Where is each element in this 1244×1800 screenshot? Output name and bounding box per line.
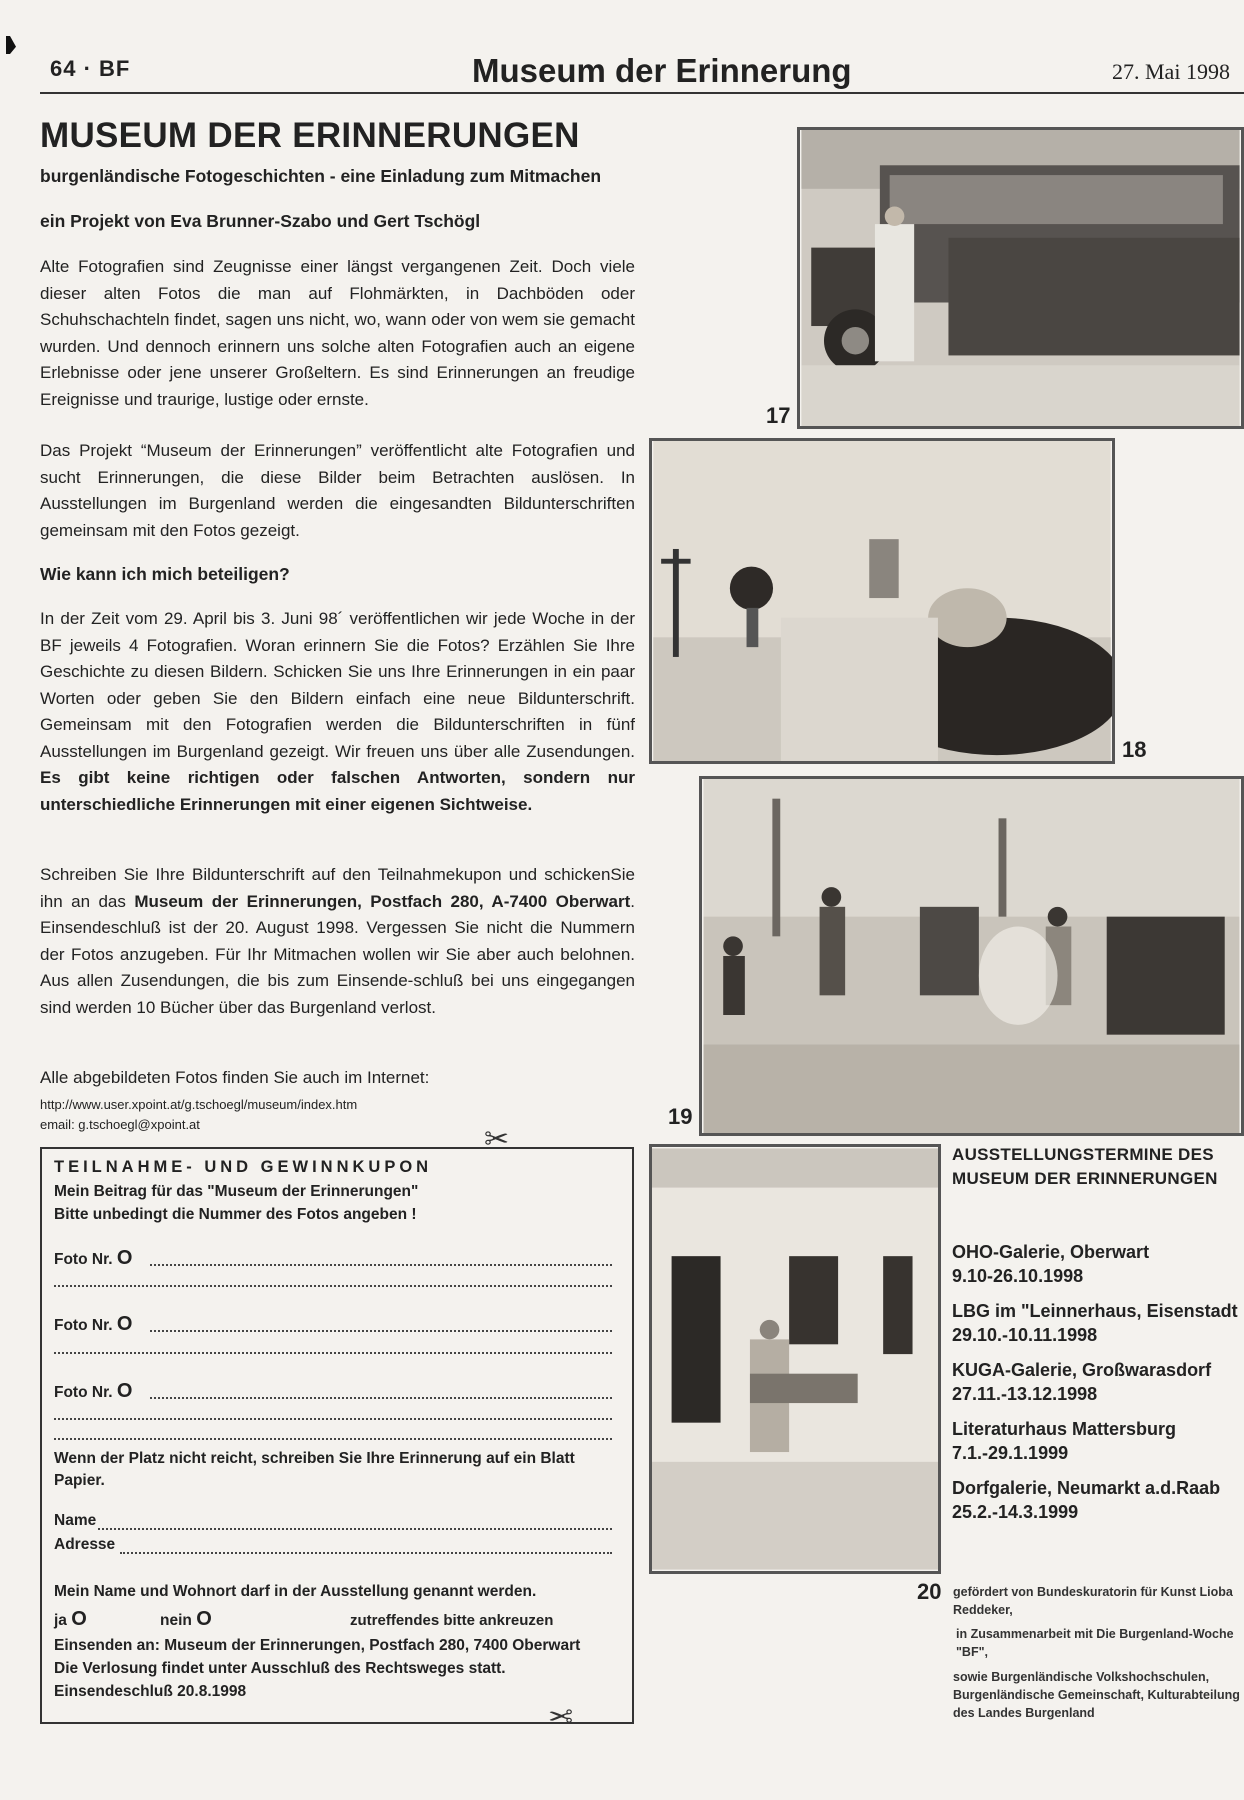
foto-field-2[interactable] xyxy=(54,1313,132,1336)
venue-place: LBG im "Leinnerhaus, Eisenstadt xyxy=(952,1301,1238,1321)
foto-line-1[interactable] xyxy=(150,1264,612,1266)
ack-line-4: "BF", xyxy=(956,1645,988,1659)
paragraph-submission-text-a: Schreiben Sie Ihre Bildunterschrift auf den Teilnahmekupon und schickenSie ihn an das xyxy=(40,865,635,911)
scissors-icon-bottom: ✂ xyxy=(548,1701,574,1734)
coupon-intro: Mein Beitrag für das "Museum der Erinnerungen" xyxy=(54,1183,419,1200)
photo-20-label: 20 xyxy=(917,1579,942,1604)
schedule-title-line2: MUSEUM DER ERINNERUNGEN xyxy=(952,1169,1218,1188)
header-rule xyxy=(40,92,1244,94)
foto-line-3b[interactable] xyxy=(54,1418,612,1420)
venue-dates: 9.10-26.10.1998 xyxy=(952,1266,1084,1286)
ack-line-1: gefördert von Bundeskuratorin für Kunst Lioba xyxy=(953,1585,1233,1599)
photo-17-bus xyxy=(797,127,1244,429)
foto-line-2b[interactable] xyxy=(54,1352,612,1354)
foto-line-1b[interactable] xyxy=(54,1285,612,1287)
venue-dates: 27.11.-13.12.1998 xyxy=(952,1384,1098,1404)
photo-18-interior xyxy=(649,438,1115,764)
name-field[interactable] xyxy=(98,1528,612,1530)
venue-dates: 7.1.-29.1.1999 xyxy=(952,1443,1069,1463)
yes-circle[interactable]: O xyxy=(71,1608,87,1630)
consent-yes[interactable] xyxy=(54,1608,87,1631)
article-byline: ein Projekt von Eva Brunner-Szabo und Gert Tschögl xyxy=(40,211,481,231)
no-circle[interactable]: O xyxy=(196,1608,212,1630)
question-heading: Wie kann ich mich beteiligen? xyxy=(40,564,290,584)
ack-line-3: in Zusammenarbeit mit Die Burgenland-Woche xyxy=(956,1627,1234,1641)
photo-19-outdoor xyxy=(699,776,1244,1136)
internet-note: Alle abgebildeten Fotos finden Sie auch im Internet: xyxy=(40,1068,430,1087)
space-note: Wenn der Platz nicht reicht, schreiben Sie Ihre Erinnerung auf ein Blatt Papier. xyxy=(54,1450,575,1489)
foto-label: Foto Nr. xyxy=(54,1251,113,1268)
scissors-icon: ✂ xyxy=(484,1123,510,1156)
foto-label: Foto Nr. xyxy=(54,1317,113,1334)
coupon-heading: TEILNAHME- UND GEWINNKUPON xyxy=(54,1158,433,1176)
paragraph-participation-text: In der Zeit vom 29. April bis 3. Juni 98´ veröffentlichen wir jede Woche in der BF jeweils 4 Fotografien. Woran erinnern Sie die Fotos? Erzählen Sie Ihre Geschichte zu diesen Bildern. Schicken Sie uns Ihre Erinnerungen in ein paar Worten oder geben Sie den Bildern einfach eine neue Bildunterschrift. Gemeinsam mit den Fotografien werden die Bildunterschriften in fünf Ausstellungen im Burgenland gezeigt. Wir freuen uns über alle Zusendungen. xyxy=(40,609,635,761)
venue-5 xyxy=(952,1476,1220,1524)
page-label: 64 · BF xyxy=(50,56,131,81)
venue-3 xyxy=(952,1358,1211,1406)
issue-date: 27. Mai 1998 xyxy=(1112,59,1230,84)
venue-place: Literaturhaus Mattersburg xyxy=(952,1419,1177,1439)
paragraph-submission-text-b: . Einsendeschluß ist der 20. August 1998. Vergessen Sie nicht die Nummern der Fotos anzugeben. Für Ihr Mitmachen wollen wir Sie aber auch belohnen. Aus allen Zusendungen, die bis zum Einsende-schluß bei uns eingegangen sind werden 10 Bücher über das Burgenland verlost. xyxy=(40,891,635,1017)
foto-field-3[interactable] xyxy=(54,1380,132,1403)
photo-18-label: 18 xyxy=(1122,737,1147,762)
tick-note: zutreffendes bitte ankreuzen xyxy=(350,1612,554,1629)
foto-line-2[interactable] xyxy=(150,1330,612,1332)
ack-line-5: sowie Burgenländische Volkshochschulen, xyxy=(953,1670,1210,1684)
photo-17-label: 17 xyxy=(766,403,791,428)
foto-label: Foto Nr. xyxy=(54,1384,113,1401)
museum-address: Museum der Erinnerungen, Postfach 280, A-7400 Oberwart xyxy=(134,891,631,911)
lottery-note: Die Verlosung findet unter Ausschluß des Rechtsweges statt. xyxy=(54,1660,506,1677)
foto-line-3[interactable] xyxy=(150,1397,612,1399)
ack-line-6: Burgenländische Gemeinschaft, Kulturabteilung xyxy=(953,1688,1240,1702)
send-to: Einsenden an: Museum der Erinnerungen, Postfach 280, 7400 Oberwart xyxy=(54,1637,581,1654)
section-title: Museum der Erinnerung xyxy=(472,52,852,89)
binder-mark xyxy=(6,36,16,54)
address-field[interactable] xyxy=(120,1552,612,1554)
venue-1 xyxy=(952,1240,1149,1288)
yes-label: ja xyxy=(54,1612,67,1629)
checkbox-circle[interactable]: O xyxy=(116,1313,133,1335)
coupon-instruction: Bitte unbedingt die Nummer des Fotos angeben ! xyxy=(54,1206,417,1223)
ack-line-7: des Landes Burgenland xyxy=(953,1706,1095,1720)
article-title: MUSEUM DER ERINNERUNGEN xyxy=(40,116,580,155)
article-subtitle: burgenländische Fotogeschichten - eine Einladung zum Mitmachen xyxy=(40,166,602,186)
email-address[interactable]: email: g.tschoegl@xpoint.at xyxy=(40,1117,200,1132)
venue-dates: 25.2.-14.3.1999 xyxy=(952,1502,1079,1522)
name-label: Name xyxy=(54,1512,97,1529)
coupon-deadline: Einsendeschluß 20.8.1998 xyxy=(54,1683,247,1700)
consent-no[interactable] xyxy=(160,1608,212,1631)
ack-line-2: Reddeker, xyxy=(953,1603,1013,1617)
venue-2 xyxy=(952,1299,1238,1347)
foto-field-1[interactable] xyxy=(54,1247,132,1270)
venue-place: Dorfgalerie, Neumarkt a.d.Raab xyxy=(952,1478,1221,1498)
website-url[interactable]: http://www.user.xpoint.at/g.tschoegl/museum/index.htm xyxy=(40,1097,358,1112)
paragraph-participation-emphasis: Es gibt keine richtigen oder falschen Antworten, sondern nur unterschiedliche Erinnerungen mit einer eigenen Sichtweise. xyxy=(40,768,635,814)
photo-19-label: 19 xyxy=(668,1104,693,1129)
schedule-title-line1: AUSSTELLUNGSTERMINE DES xyxy=(952,1145,1214,1164)
venue-place: KUGA-Galerie, Großwarasdorf xyxy=(952,1360,1212,1380)
paragraph-submission xyxy=(40,862,635,1021)
no-label: nein xyxy=(160,1612,192,1629)
checkbox-circle[interactable]: O xyxy=(116,1380,133,1402)
paragraph-intro: Alte Fotografien sind Zeugnisse einer längst vergangenen Zeit. Doch viele dieser alten Fotos die man auf Flohmärkten, in Dachböden oder Schuhschachteln findet, sagen uns nicht, wo, wann oder von wem sie gemacht wurden. Und dennoch erinnern uns solche alten Fotografien auch an eigene Erlebnisse oder jene unserer Großeltern. Es sind Erinnerungen an freudige Ereignisse und traurige, lustige oder ernste. xyxy=(40,257,635,409)
checkbox-circle[interactable]: O xyxy=(116,1247,133,1269)
venue-dates: 29.10.-10.11.1998 xyxy=(952,1325,1098,1345)
consent-text: Mein Name und Wohnort darf in der Ausstellung genannt werden. xyxy=(54,1583,537,1600)
foto-line-3c[interactable] xyxy=(54,1438,612,1440)
venue-place: OHO-Galerie, Oberwart xyxy=(952,1242,1150,1262)
venue-4 xyxy=(952,1417,1176,1465)
schedule-title xyxy=(952,1143,1218,1191)
paragraph-project: Das Projekt “Museum der Erinnerungen” veröffentlicht alte Fotografien und sucht Erinnerungen, die diese Bilder beim Betrachten auslösen. In Ausstellungen im Burgenland werden die eingesandten Bildunterschriften gemeinsam mit den Fotos gezeigt. xyxy=(40,441,635,540)
paragraph-participation xyxy=(40,606,635,818)
photo-20-washing xyxy=(649,1144,941,1574)
address-label: Adresse xyxy=(54,1536,116,1553)
